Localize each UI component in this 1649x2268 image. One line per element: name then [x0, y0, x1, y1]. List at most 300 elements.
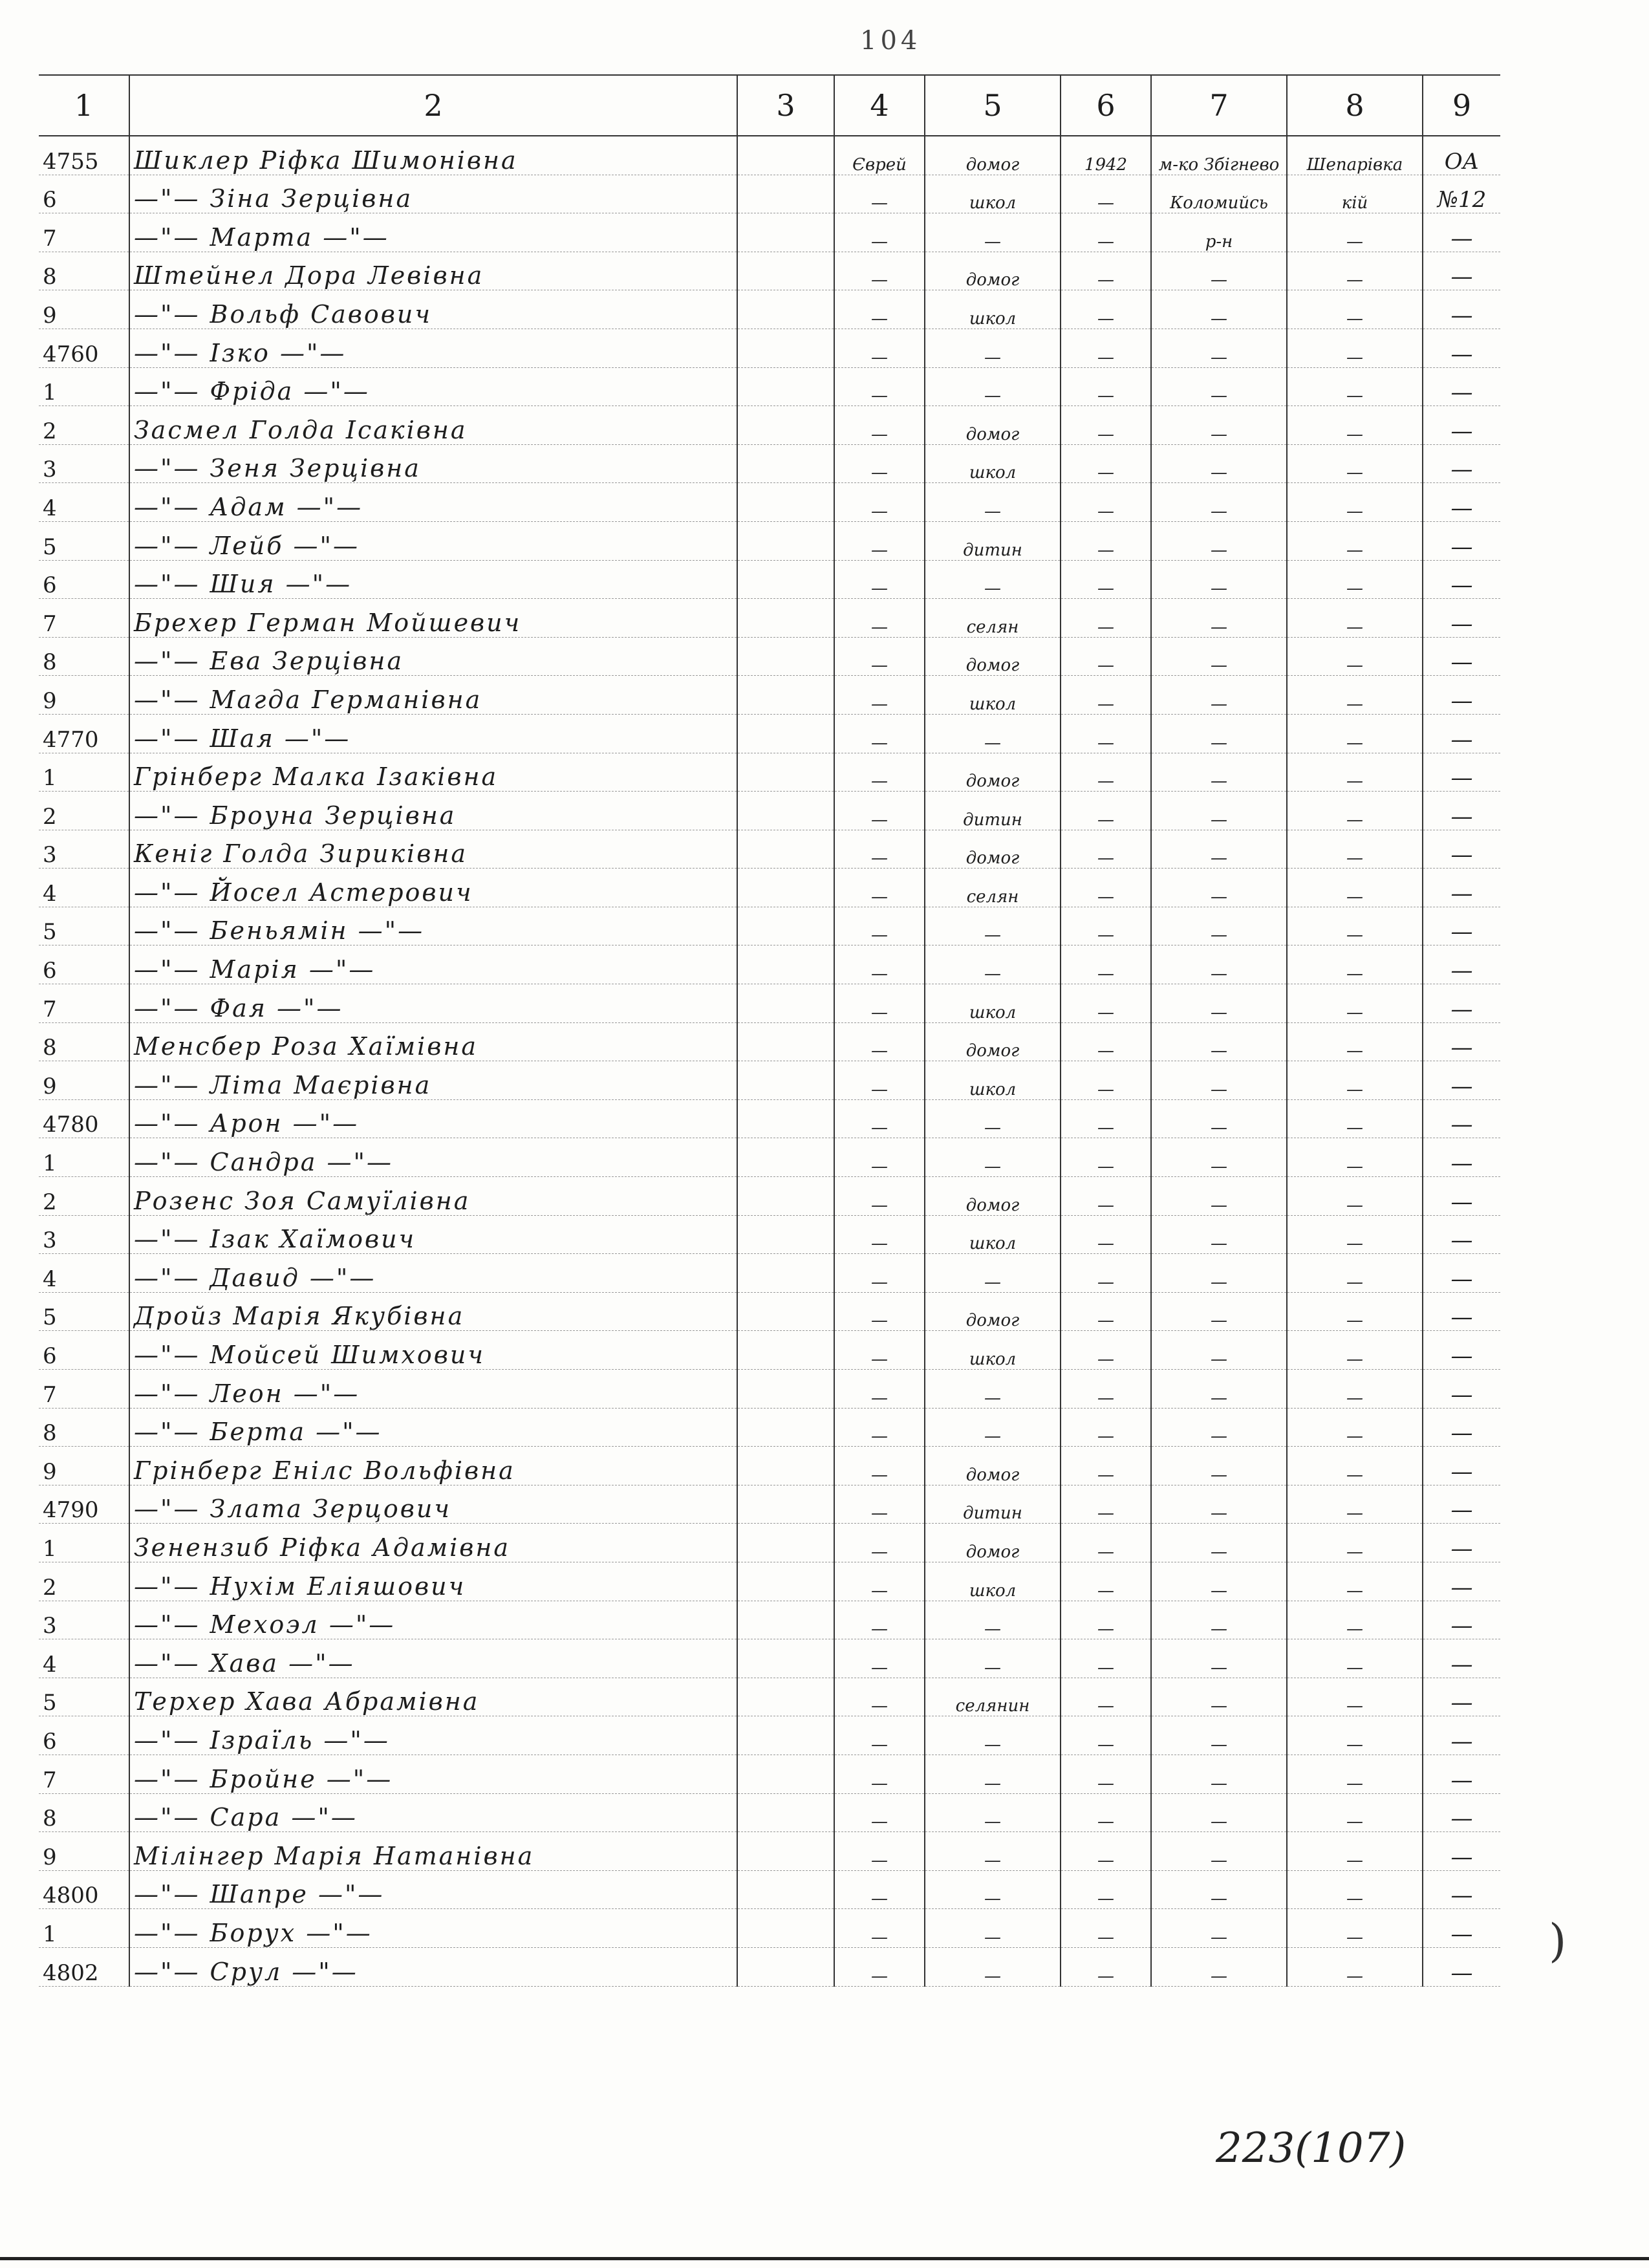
- cell-col-1: 8: [39, 1022, 129, 1061]
- cell-col-9: —: [1423, 1292, 1500, 1331]
- cell-col-4: —: [834, 1524, 925, 1562]
- cell-col-4: —: [834, 1485, 925, 1524]
- cell-col-2: —"— Арон —"—: [129, 1099, 737, 1138]
- cell-col-1: 4800: [39, 1870, 129, 1909]
- cell-col-2: —"— Леон —"—: [129, 1370, 737, 1409]
- cell-col-3: [737, 213, 834, 252]
- cell-col-3: [737, 444, 834, 483]
- cell-col-1: 1: [39, 1138, 129, 1177]
- cell-col-9: —: [1423, 1832, 1500, 1871]
- cell-col-9: —: [1423, 599, 1500, 638]
- cell-col-9: —: [1423, 1099, 1500, 1138]
- cell-col-6: —: [1061, 714, 1151, 753]
- cell-col-6: —: [1061, 1099, 1151, 1138]
- cell-col-2: —"— Хава —"—: [129, 1639, 737, 1678]
- cell-col-7: —: [1151, 1331, 1287, 1370]
- cell-col-5: —: [925, 945, 1061, 984]
- cell-col-6: —: [1061, 1408, 1151, 1447]
- table-row: [39, 406, 1500, 445]
- cell-col-6: —: [1061, 1678, 1151, 1716]
- cell-col-6: —: [1061, 175, 1151, 213]
- table-row: [39, 1331, 1500, 1370]
- table-row: [39, 1562, 1500, 1601]
- cell-col-9: —: [1423, 1447, 1500, 1485]
- cell-col-1: 8: [39, 252, 129, 290]
- cell-col-4: —: [834, 1370, 925, 1409]
- cell-col-9: —: [1423, 1716, 1500, 1755]
- cell-col-8: —: [1287, 1716, 1423, 1755]
- cell-col-6: —: [1061, 1447, 1151, 1485]
- cell-col-7: —: [1151, 830, 1287, 869]
- cell-col-4: —: [834, 1793, 925, 1832]
- cell-col-5: дитин: [925, 792, 1061, 830]
- cell-col-9: —: [1423, 907, 1500, 945]
- cell-col-1: 3: [39, 444, 129, 483]
- cell-col-5: домог: [925, 753, 1061, 792]
- cell-col-3: [737, 1639, 834, 1678]
- cell-col-8: —: [1287, 1524, 1423, 1562]
- table-row: [39, 444, 1500, 483]
- cell-col-2: —"— Йосел Астерович: [129, 869, 737, 907]
- cell-col-8: Шепарiвка: [1287, 136, 1423, 175]
- cell-col-2: —"— Броуна Зерцiвна: [129, 792, 737, 830]
- cell-col-1: 4780: [39, 1099, 129, 1138]
- cell-col-7: —: [1151, 1524, 1287, 1562]
- table-row: [39, 1485, 1500, 1524]
- cell-col-5: —: [925, 1870, 1061, 1909]
- cell-col-5: школ: [925, 1061, 1061, 1100]
- cell-col-3: [737, 637, 834, 676]
- cell-col-1: 4: [39, 1254, 129, 1293]
- cell-col-6: —: [1061, 1947, 1151, 1986]
- cell-col-4: —: [834, 1870, 925, 1909]
- cell-col-1: 2: [39, 1562, 129, 1601]
- cell-col-6: —: [1061, 1292, 1151, 1331]
- cell-col-7: —: [1151, 1870, 1287, 1909]
- cell-col-7: —: [1151, 1639, 1287, 1678]
- cell-col-3: [737, 676, 834, 715]
- cell-col-6: —: [1061, 444, 1151, 483]
- cell-col-1: 3: [39, 1215, 129, 1254]
- cell-col-5: —: [925, 1755, 1061, 1793]
- cell-col-3: [737, 1562, 834, 1601]
- cell-col-8: —: [1287, 367, 1423, 406]
- cell-col-4: —: [834, 1447, 925, 1485]
- cell-col-2: Розенс Зоя Самуїлiвна: [129, 1177, 737, 1216]
- cell-col-1: 6: [39, 1716, 129, 1755]
- table-row: [39, 1061, 1500, 1100]
- cell-col-5: селян: [925, 599, 1061, 638]
- cell-col-2: —"— Вольф Савович: [129, 290, 737, 329]
- column-header-5: 5: [925, 75, 1061, 136]
- cell-col-3: [737, 1292, 834, 1331]
- cell-col-6: —: [1061, 869, 1151, 907]
- cell-col-6: —: [1061, 984, 1151, 1023]
- cell-col-4: —: [834, 290, 925, 329]
- cell-col-8: —: [1287, 1099, 1423, 1138]
- cell-col-4: —: [834, 792, 925, 830]
- cell-col-4: —: [834, 1215, 925, 1254]
- cell-col-8: —: [1287, 1870, 1423, 1909]
- cell-col-8: —: [1287, 1331, 1423, 1370]
- cell-col-9: —: [1423, 869, 1500, 907]
- cell-col-4: —: [834, 175, 925, 213]
- cell-col-4: —: [834, 869, 925, 907]
- cell-col-5: —: [925, 1138, 1061, 1177]
- cell-col-7: —: [1151, 521, 1287, 560]
- cell-col-8: —: [1287, 714, 1423, 753]
- cell-col-1: 6: [39, 945, 129, 984]
- cell-col-5: —: [925, 1793, 1061, 1832]
- cell-col-9: —: [1423, 1370, 1500, 1409]
- cell-col-8: —: [1287, 1639, 1423, 1678]
- cell-col-1: 4770: [39, 714, 129, 753]
- cell-col-8: —: [1287, 1061, 1423, 1100]
- cell-col-3: [737, 1061, 834, 1100]
- cell-col-7: —: [1151, 1755, 1287, 1793]
- cell-col-6: —: [1061, 290, 1151, 329]
- cell-col-4: —: [834, 406, 925, 445]
- cell-col-2: —"— Давид —"—: [129, 1254, 737, 1293]
- cell-col-5: —: [925, 329, 1061, 367]
- cell-col-9: —: [1423, 676, 1500, 715]
- cell-col-8: —: [1287, 1177, 1423, 1216]
- cell-col-4: —: [834, 637, 925, 676]
- table-row: [39, 1215, 1500, 1254]
- cell-col-9: —: [1423, 1215, 1500, 1254]
- cell-col-8: —: [1287, 483, 1423, 522]
- table-row: [39, 945, 1500, 984]
- cell-col-6: —: [1061, 367, 1151, 406]
- cell-col-9: —: [1423, 1524, 1500, 1562]
- cell-col-3: [737, 483, 834, 522]
- cell-col-6: —: [1061, 792, 1151, 830]
- cell-col-2: —"— Беньямiн —"—: [129, 907, 737, 945]
- cell-col-8: —: [1287, 637, 1423, 676]
- cell-col-7: —: [1151, 1678, 1287, 1716]
- cell-col-7: —: [1151, 1292, 1287, 1331]
- cell-col-2: Шиклер Рiфка Шимонiвна: [129, 136, 737, 175]
- cell-col-8: —: [1287, 907, 1423, 945]
- cell-col-4: —: [834, 945, 925, 984]
- cell-col-4: —: [834, 1099, 925, 1138]
- cell-col-9: —: [1423, 1947, 1500, 1986]
- cell-col-7: —: [1151, 1485, 1287, 1524]
- cell-col-4: Єврей: [834, 136, 925, 175]
- cell-col-3: [737, 1447, 834, 1485]
- cell-col-7: —: [1151, 1562, 1287, 1601]
- cell-col-5: домог: [925, 252, 1061, 290]
- cell-col-2: Грiнберг Енiлс Вольфiвна: [129, 1447, 737, 1485]
- cell-col-2: —"— Нухiм Елiяшович: [129, 1562, 737, 1601]
- table-row: [39, 1447, 1500, 1485]
- cell-col-6: —: [1061, 1254, 1151, 1293]
- cell-col-7: —: [1151, 1947, 1287, 1986]
- cell-col-5: —: [925, 1947, 1061, 1986]
- cell-col-5: —: [925, 1909, 1061, 1948]
- cell-col-4: —: [834, 367, 925, 406]
- table-row: [39, 560, 1500, 599]
- cell-col-5: домог: [925, 637, 1061, 676]
- cell-col-8: —: [1287, 290, 1423, 329]
- cell-col-8: —: [1287, 329, 1423, 367]
- cell-col-4: —: [834, 1678, 925, 1716]
- cell-col-4: —: [834, 1177, 925, 1216]
- cell-col-7: —: [1151, 1177, 1287, 1216]
- table-row: [39, 792, 1500, 830]
- cell-col-7: —: [1151, 483, 1287, 522]
- table-row: [39, 637, 1500, 676]
- cell-col-8: —: [1287, 753, 1423, 792]
- cell-col-3: [737, 1793, 834, 1832]
- cell-col-8: —: [1287, 1832, 1423, 1871]
- cell-col-8: —: [1287, 521, 1423, 560]
- cell-col-8: —: [1287, 1947, 1423, 1986]
- column-header-9: 9: [1423, 75, 1500, 136]
- table-row: [39, 290, 1500, 329]
- cell-col-5: школ: [925, 676, 1061, 715]
- margin-bracket-mark: ): [1549, 1914, 1567, 1967]
- cell-col-2: Засмел Голда Ісакiвна: [129, 406, 737, 445]
- ledger-header: [39, 75, 1500, 136]
- cell-col-7: —: [1151, 753, 1287, 792]
- cell-col-9: —: [1423, 1870, 1500, 1909]
- cell-col-4: —: [834, 444, 925, 483]
- cell-col-8: —: [1287, 406, 1423, 445]
- cell-col-6: —: [1061, 753, 1151, 792]
- cell-col-5: —: [925, 1639, 1061, 1678]
- cell-col-4: —: [834, 213, 925, 252]
- cell-col-5: домог: [925, 1524, 1061, 1562]
- cell-col-3: [737, 1099, 834, 1138]
- cell-col-8: —: [1287, 792, 1423, 830]
- cell-col-5: —: [925, 367, 1061, 406]
- table-row: [39, 1022, 1500, 1061]
- cell-col-2: Кенiг Голда Зирикiвна: [129, 830, 737, 869]
- cell-col-8: —: [1287, 1793, 1423, 1832]
- cell-col-9: —: [1423, 830, 1500, 869]
- cell-col-7: —: [1151, 1099, 1287, 1138]
- cell-col-3: [737, 521, 834, 560]
- cell-col-9: —: [1423, 1177, 1500, 1216]
- cell-col-6: 1942: [1061, 136, 1151, 175]
- top-page-mark: 104: [860, 26, 921, 56]
- cell-col-6: —: [1061, 1716, 1151, 1755]
- table-row: [39, 1099, 1500, 1138]
- table-row: [39, 329, 1500, 367]
- cell-col-6: —: [1061, 1832, 1151, 1871]
- cell-col-4: —: [834, 252, 925, 290]
- cell-col-3: [737, 1138, 834, 1177]
- cell-col-9: —: [1423, 1909, 1500, 1948]
- cell-col-9: —: [1423, 792, 1500, 830]
- table-row: [39, 1793, 1500, 1832]
- cell-col-8: —: [1287, 1562, 1423, 1601]
- cell-col-9: —: [1423, 252, 1500, 290]
- cell-col-1: 4760: [39, 329, 129, 367]
- table-row: [39, 1947, 1500, 1986]
- cell-col-5: домог: [925, 1292, 1061, 1331]
- cell-col-1: 1: [39, 753, 129, 792]
- cell-col-7: —: [1151, 945, 1287, 984]
- cell-col-8: —: [1287, 1485, 1423, 1524]
- ledger-table: [39, 74, 1500, 1987]
- cell-col-7: Коломийсь: [1151, 175, 1287, 213]
- cell-col-6: —: [1061, 1562, 1151, 1601]
- cell-col-6: —: [1061, 1370, 1151, 1409]
- cell-col-6: —: [1061, 213, 1151, 252]
- cell-col-4: —: [834, 483, 925, 522]
- cell-col-3: [737, 406, 834, 445]
- cell-col-2: —"— Марта —"—: [129, 213, 737, 252]
- cell-col-7: —: [1151, 1601, 1287, 1639]
- cell-col-5: —: [925, 1601, 1061, 1639]
- cell-col-9: —: [1423, 1678, 1500, 1716]
- cell-col-4: —: [834, 1331, 925, 1370]
- cell-col-4: —: [834, 753, 925, 792]
- cell-col-3: [737, 1254, 834, 1293]
- cell-col-1: 9: [39, 676, 129, 715]
- cell-col-4: —: [834, 560, 925, 599]
- table-row: [39, 483, 1500, 522]
- cell-col-1: 8: [39, 1408, 129, 1447]
- table-row: [39, 1524, 1500, 1562]
- cell-col-8: —: [1287, 560, 1423, 599]
- cell-col-9: —: [1423, 483, 1500, 522]
- cell-col-6: —: [1061, 945, 1151, 984]
- cell-col-5: школ: [925, 444, 1061, 483]
- cell-col-5: домог: [925, 830, 1061, 869]
- cell-col-1: 1: [39, 1909, 129, 1948]
- cell-col-2: —"— Срул —"—: [129, 1947, 737, 1986]
- cell-col-3: [737, 1755, 834, 1793]
- cell-col-7: —: [1151, 599, 1287, 638]
- table-row: [39, 252, 1500, 290]
- cell-col-8: —: [1287, 1678, 1423, 1716]
- cell-col-4: —: [834, 1022, 925, 1061]
- cell-col-6: —: [1061, 1331, 1151, 1370]
- ledger-body: [39, 136, 1500, 1986]
- cell-col-5: —: [925, 714, 1061, 753]
- cell-col-1: 9: [39, 1832, 129, 1871]
- cell-col-9: —: [1423, 406, 1500, 445]
- cell-col-2: —"— Марiя —"—: [129, 945, 737, 984]
- page-number: 223(107): [1216, 2124, 1406, 2172]
- table-row: [39, 1292, 1500, 1331]
- cell-col-5: —: [925, 483, 1061, 522]
- cell-col-9: —: [1423, 637, 1500, 676]
- cell-col-2: —"— Ізраїль —"—: [129, 1716, 737, 1755]
- cell-col-7: —: [1151, 676, 1287, 715]
- table-row: [39, 1832, 1500, 1871]
- cell-col-3: [737, 945, 834, 984]
- cell-col-3: [737, 1177, 834, 1216]
- cell-col-3: [737, 984, 834, 1023]
- cell-col-3: [737, 1022, 834, 1061]
- cell-col-9: №12: [1423, 175, 1500, 213]
- cell-col-9: —: [1423, 521, 1500, 560]
- cell-col-4: —: [834, 676, 925, 715]
- table-row: [39, 1138, 1500, 1177]
- cell-col-9: —: [1423, 367, 1500, 406]
- bottom-rule: [0, 2257, 1649, 2260]
- cell-col-2: —"— Фрiда —"—: [129, 367, 737, 406]
- cell-col-7: —: [1151, 792, 1287, 830]
- cell-col-8: —: [1287, 1254, 1423, 1293]
- cell-col-7: м-ко Збiгнево: [1151, 136, 1287, 175]
- cell-col-8: —: [1287, 1601, 1423, 1639]
- cell-col-5: —: [925, 1099, 1061, 1138]
- cell-col-7: —: [1151, 1061, 1287, 1100]
- cell-col-3: [737, 252, 834, 290]
- cell-col-1: 7: [39, 984, 129, 1023]
- cell-col-9: —: [1423, 1793, 1500, 1832]
- cell-col-7: —: [1151, 406, 1287, 445]
- cell-col-7: —: [1151, 560, 1287, 599]
- cell-col-5: школ: [925, 290, 1061, 329]
- cell-col-1: 4: [39, 483, 129, 522]
- cell-col-7: —: [1151, 1447, 1287, 1485]
- column-header-8: 8: [1287, 75, 1423, 136]
- cell-col-1: 9: [39, 1447, 129, 1485]
- cell-col-7: —: [1151, 984, 1287, 1023]
- cell-col-5: школ: [925, 175, 1061, 213]
- cell-col-3: [737, 1485, 834, 1524]
- cell-col-6: —: [1061, 406, 1151, 445]
- cell-col-1: 9: [39, 290, 129, 329]
- cell-col-2: —"— Мойсей Шимхович: [129, 1331, 737, 1370]
- cell-col-9: —: [1423, 1061, 1500, 1100]
- cell-col-4: —: [834, 1832, 925, 1871]
- cell-col-3: [737, 714, 834, 753]
- cell-col-3: [737, 1716, 834, 1755]
- cell-col-6: —: [1061, 1755, 1151, 1793]
- cell-col-1: 6: [39, 1331, 129, 1370]
- cell-col-9: —: [1423, 753, 1500, 792]
- cell-col-6: —: [1061, 1485, 1151, 1524]
- cell-col-2: —"— Ева Зерцiвна: [129, 637, 737, 676]
- cell-col-3: [737, 869, 834, 907]
- cell-col-5: —: [925, 907, 1061, 945]
- cell-col-1: 2: [39, 792, 129, 830]
- cell-col-3: [737, 367, 834, 406]
- cell-col-3: [737, 1408, 834, 1447]
- cell-col-1: 8: [39, 1793, 129, 1832]
- table-row: [39, 1716, 1500, 1755]
- cell-col-6: —: [1061, 676, 1151, 715]
- cell-col-5: —: [925, 1832, 1061, 1871]
- cell-col-2: Брехер Герман Мойшевич: [129, 599, 737, 638]
- cell-col-6: —: [1061, 1177, 1151, 1216]
- cell-col-8: —: [1287, 1408, 1423, 1447]
- table-row: [39, 213, 1500, 252]
- cell-col-5: селян: [925, 869, 1061, 907]
- cell-col-7: —: [1151, 714, 1287, 753]
- cell-col-7: —: [1151, 367, 1287, 406]
- cell-col-3: [737, 1370, 834, 1409]
- cell-col-8: —: [1287, 444, 1423, 483]
- cell-col-1: 7: [39, 599, 129, 638]
- cell-col-9: —: [1423, 444, 1500, 483]
- table-row: [39, 676, 1500, 715]
- cell-col-6: —: [1061, 483, 1151, 522]
- cell-col-1: 1: [39, 367, 129, 406]
- cell-col-5: —: [925, 1716, 1061, 1755]
- cell-col-2: —"— Борух —"—: [129, 1909, 737, 1948]
- cell-col-9: —: [1423, 1408, 1500, 1447]
- cell-col-4: —: [834, 1408, 925, 1447]
- cell-col-2: Терхер Хава Абрамiвна: [129, 1678, 737, 1716]
